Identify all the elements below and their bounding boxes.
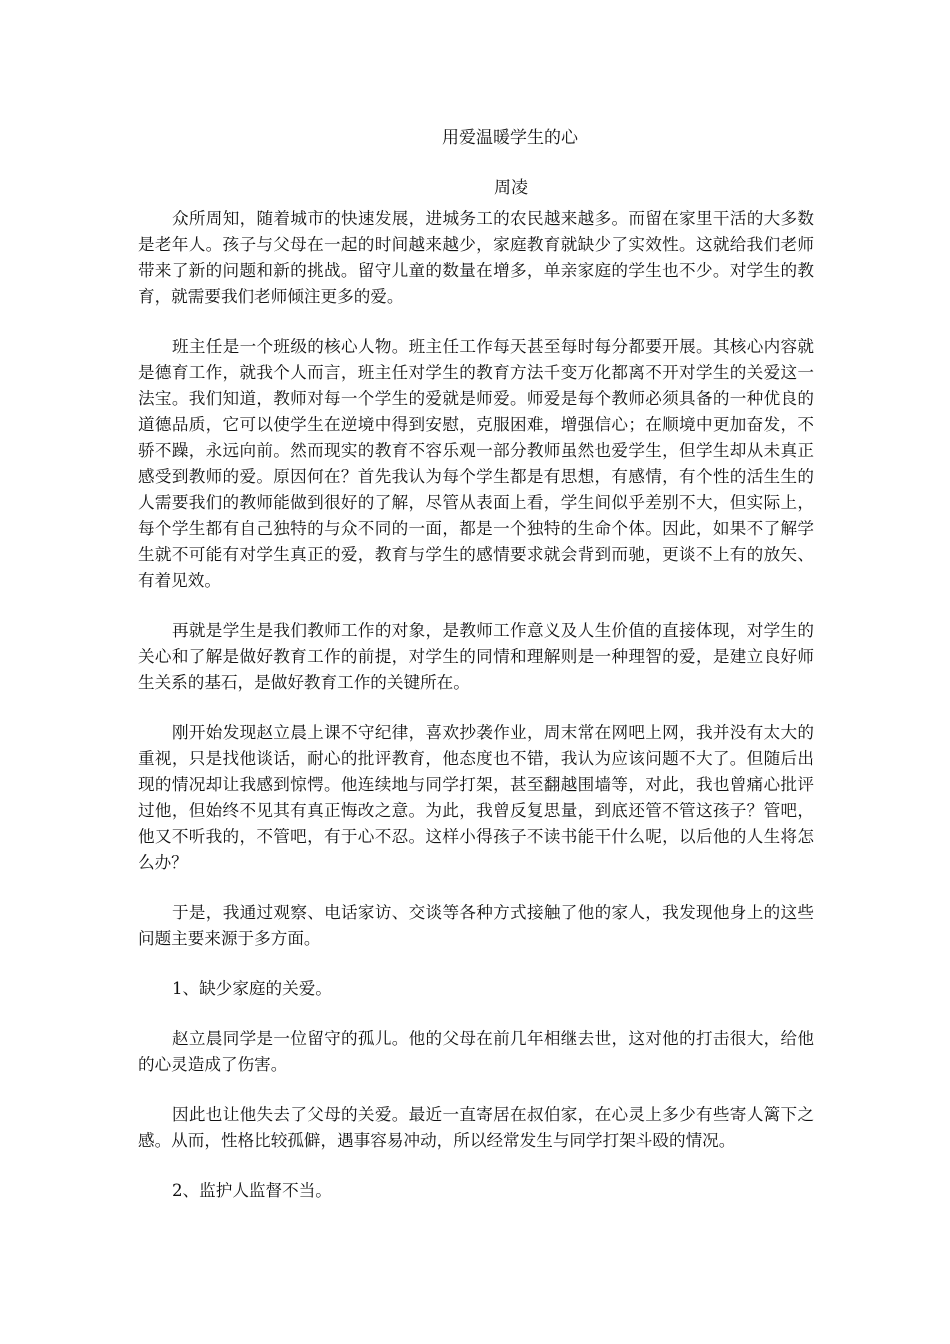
paragraph: 刚开始发现赵立晨上课不守纪律，喜欢抄袭作业，周末常在网吧上网，我并没有太大的重视，只是找他谈话，耐心的批评教育，他态度也不错，我认为应该问题不大了。但随后出现的情况却让我感到惊愕。他连续地与同学打架，甚至翻越围墙等，对此，我也曾痛心批评过他，但始终不见其有真正悔改之意。为此，我曾反复思量，到底还管不管这孩子？管吧，他又不听我的，不管吧，有于心不忍。这样小得孩子不读书能干什么呢，以后他的人生将怎么办？ — [138, 723, 814, 872]
document-body — [138, 206, 814, 1228]
paragraph: 众所周知，随着城市的快速发展，进城务工的农民越来越多。而留在家里干活的大多数是老年人。孩子与父母在一起的时间越来越少，家庭教育就缺少了实效性。这就给我们老师带来了新的问题和新的挑战。留守儿童的数量在增多，单亲家庭的学生也不少。对学生的教育，就需要我们老师倾注更多的爱。 — [138, 209, 814, 306]
document-title: 用爱温暖学生的心 — [442, 128, 578, 148]
paragraph: 于是，我通过观察、电话家访、交谈等各种方式接触了他的家人，我发现他身上的这些问题主要来源于多方面。 — [138, 903, 814, 948]
list-item-heading: 1、缺少家庭的关爱。 — [172, 979, 332, 998]
paragraph: 因此也让他失去了父母的关爱。最近一直寄居在叔伯家，在心灵上多少有些寄人篱下之感。从而，性格比较孤僻，遇事容易冲动，所以经常发生与同学打架斗殴的情况。 — [138, 1105, 814, 1150]
paragraph: 班主任是一个班级的核心人物。班主任工作每天甚至每时每分都要开展。其核心内容就是德育工作，就我个人而言，班主任对学生的教育方法千变万化都离不开对学生的关爱这一法宝。我们知道，教师对每一个学生的爱就是师爱。师爱是每个教师必须具备的一种优良的道德品质，它可以使学生在逆境中得到安慰，克服困难，增强信心；在顺境中更加奋发，不骄不躁，永远向前。然而现实的教育不容乐观一部分教师虽然也爱学生，但学生却从未真正感受到教师的爱。原因何在？首先我认为每个学生都是有思想，有感情，有个性的活生生的人需要我们的教师能做到很好的了解，尽管从表面上看，学生间似乎差别不大，但实际上，每个学生都有自己独特的与众不同的一面，都是一个独特的生命个体。因此，如果不了解学生就不可能有对学生真正的爱，教育与学生的感情要求就会背到而驰，更谈不上有的放矢、有着见效。 — [138, 337, 814, 590]
list-item-heading: 2、监护人监督不当。 — [172, 1181, 332, 1200]
paragraph: 再就是学生是我们教师工作的对象，是教师工作意义及人生价值的直接体现，对学生的关心和了解是做好教育工作的前提，对学生的同情和理解则是一种理智的爱，是建立良好师生关系的基石，是做好教育工作的关键所在。 — [138, 621, 814, 692]
document-author: 周凌 — [494, 178, 528, 198]
paragraph: 赵立晨同学是一位留守的孤儿。他的父母在前几年相继去世，这对他的打击很大，给他的心灵造成了伤害。 — [138, 1029, 814, 1074]
